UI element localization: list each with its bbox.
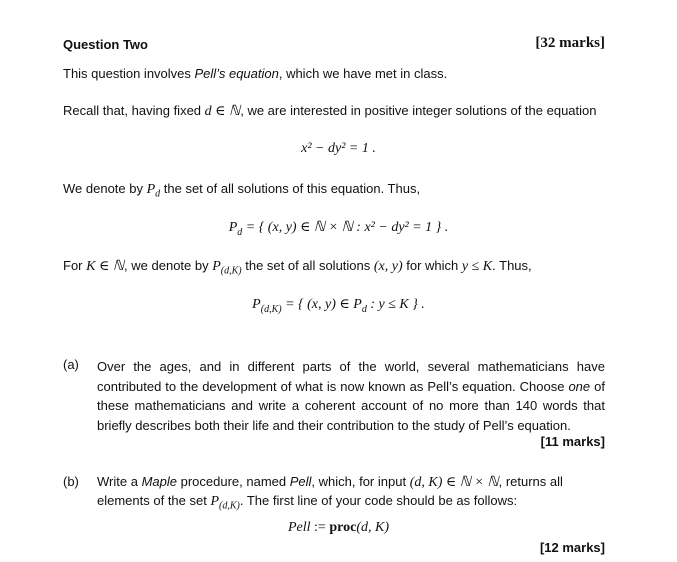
- for-text-1: For: [63, 258, 87, 273]
- recall-text-1: Recall that, having fixed: [63, 103, 205, 118]
- for-K-line: [63, 258, 532, 277]
- part-b-line-1: [97, 474, 563, 491]
- intro-line: [63, 66, 447, 81]
- for-xy: (x, y): [373, 259, 403, 274]
- part-b-line-2: [97, 493, 517, 512]
- for-text-3: the set of all solutions: [241, 258, 374, 273]
- set-PdK-body-2: : y ≤ K } .: [366, 297, 425, 312]
- recall-math: d ∈ ℕ: [204, 104, 241, 119]
- set-Pd-sub: d: [237, 226, 243, 238]
- code-proc: proc: [329, 520, 357, 535]
- denote-text-2: the set of all solutions of this equation. Thus,: [160, 181, 421, 196]
- set-PdK-equation: [0, 296, 677, 315]
- part-a-emph: one: [568, 378, 591, 394]
- part-b-text-5: elements of the set: [97, 493, 211, 508]
- question-title: Question Two: [63, 37, 148, 52]
- for-cond: y ≤ K: [461, 259, 493, 274]
- code-name: Pell: [288, 520, 311, 535]
- code-line: [0, 520, 677, 536]
- set-Pd-body: = { (x, y) ∈ ℕ × ℕ : x² − dy² = 1 } .: [242, 220, 449, 235]
- part-b-text-2: procedure, named: [176, 474, 290, 489]
- set-PdK-body-1: = { (x, y) ∈: [281, 297, 354, 312]
- pells-equation-emph: Pell’s equation: [194, 66, 279, 81]
- for-text-4: for which: [402, 258, 462, 273]
- denote-P-sub: d: [155, 188, 161, 200]
- part-b-P: P: [210, 494, 220, 509]
- part-b-text-1: Write a: [97, 474, 142, 489]
- set-PdK-Pd-sub: d: [361, 303, 367, 315]
- set-Pd-equation: [0, 219, 677, 238]
- for-math: K ∈ ℕ: [86, 259, 125, 274]
- intro-text-1: This question involves: [63, 66, 195, 81]
- set-Pd-P: P: [228, 220, 238, 235]
- recall-line: [63, 103, 597, 120]
- part-b-text-6: . The first line of your code should be as follows:: [239, 493, 518, 508]
- set-PdK-sub: (d,K): [260, 303, 282, 315]
- question-marks: [32 marks]: [535, 35, 605, 51]
- part-b-text-4: , returns all: [498, 474, 563, 489]
- part-a-text: [97, 357, 605, 435]
- part-b-label: (b): [63, 474, 79, 489]
- part-b-marks: [12 marks]: [539, 540, 605, 555]
- part-a-text-1: Over the ages, and in different parts of the world, several mathematicians have contributed to the development of what is now known as Pell’s equation. Choose: [97, 359, 605, 394]
- for-text-5: . Thus,: [492, 258, 532, 273]
- set-PdK-Pd: P: [353, 297, 362, 312]
- pell-emph: Pell: [289, 474, 312, 489]
- part-b-text-3: , which, for input: [311, 474, 410, 489]
- for-text-2: , we denote by: [124, 258, 213, 273]
- part-a-text-2: of these mathematicians and write a coherent account of no more than 140 words that briefly describes both their life and their contribution to the study of Pell’s equation.: [97, 378, 605, 433]
- intro-text-2: , which we have met in class.: [278, 66, 448, 81]
- code-args: (d, K): [356, 520, 389, 535]
- denote-P: P: [146, 182, 156, 197]
- code-assign: :=: [310, 520, 330, 535]
- denote-line: [63, 181, 420, 200]
- for-P-sub: (d,K): [220, 265, 242, 277]
- for-P: P: [212, 259, 221, 274]
- part-a-marks: [11 marks]: [540, 434, 605, 449]
- set-PdK-P: P: [252, 297, 261, 312]
- recall-text-2: , we are interested in positive integer solutions of the equation: [240, 103, 597, 118]
- maple-emph: Maple: [141, 474, 177, 489]
- part-b-P-sub: (d,K): [219, 500, 240, 512]
- pell-equation: x² − dy² = 1 .: [301, 141, 376, 156]
- part-b-math: (d, K) ∈ ℕ × ℕ: [409, 475, 499, 490]
- denote-text-1: We denote by: [63, 181, 147, 196]
- part-a-label: (a): [63, 357, 79, 372]
